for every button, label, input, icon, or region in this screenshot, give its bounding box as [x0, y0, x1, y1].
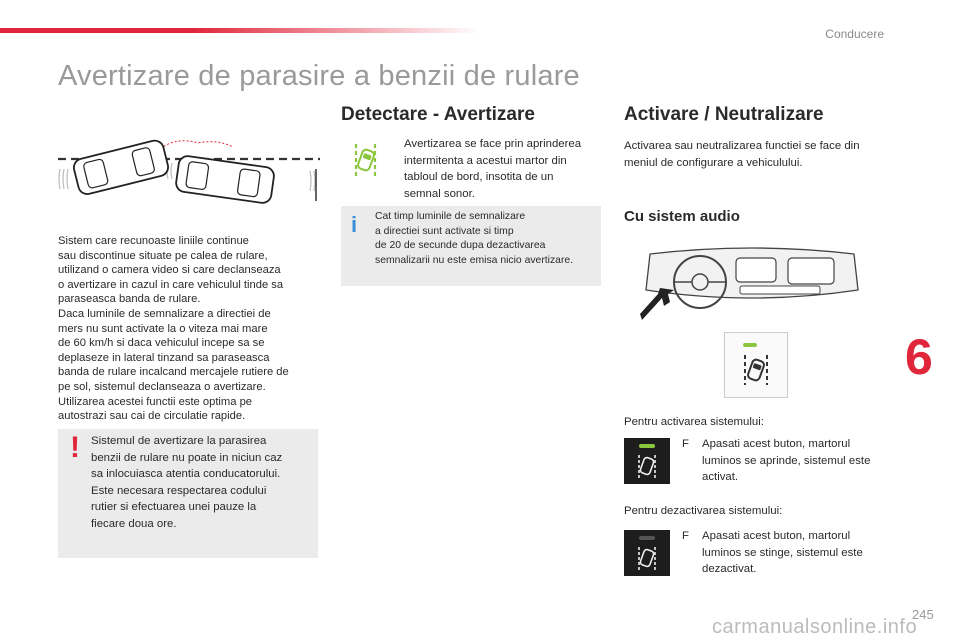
deactivate-bullet: F	[682, 530, 689, 542]
description-line: o avertizare in cazul in care vehiculul tinde sa	[58, 278, 284, 291]
section-title: Conducere	[825, 27, 884, 41]
info-box	[341, 206, 601, 286]
activation-intro	[624, 138, 904, 171]
info-line: semnalizarii nu este emisa nicio avertizare.	[375, 254, 574, 266]
lane-assist-off-icon	[624, 530, 670, 576]
warning-line: sa inlocuiasca atentia conducatorului.	[91, 468, 281, 481]
audio-subheading: Cu sistem audio	[624, 208, 740, 225]
activate-label: Pentru activarea sistemului:	[624, 416, 764, 428]
info-line: Cat timp luminile de semnalizare	[375, 211, 526, 222]
lane-assist-on-icon	[624, 438, 670, 484]
deactivate-button-image	[624, 530, 670, 576]
info-icon: i	[351, 212, 358, 237]
warning-line: Este necesara respectarea codului	[91, 484, 267, 497]
header-accent-bar	[0, 28, 480, 33]
warning-text	[91, 433, 311, 533]
info-line: a directiei sunt activate si timp	[375, 225, 514, 237]
description-line: sau discontinue situate pe calea de rulare,	[58, 249, 268, 262]
activate-bullet: F	[682, 438, 689, 450]
dashboard-illustration	[640, 246, 864, 322]
warning-line: benzii de rulare nu poate in niciun caz	[91, 451, 283, 464]
deactivate-line: dezactivat.	[702, 563, 757, 576]
activate-text	[702, 436, 902, 486]
system-description	[58, 234, 322, 424]
description-line: de 60 km/h si daca vehiculul incepe sa se	[58, 337, 265, 350]
detection-line: intermitenta a acestui martor din	[404, 154, 567, 167]
detection-text	[404, 136, 604, 202]
info-text	[375, 210, 601, 268]
detection-line: Avertizarea se face prin aprinderea	[404, 138, 582, 150]
description-line: Daca luminile de semnalizare a directiei de	[58, 307, 271, 320]
watermark: carmanualsonline.info	[712, 616, 918, 638]
warning-icon: !	[70, 431, 80, 464]
lane-departure-illustration	[58, 135, 320, 205]
chapter-number: 6	[905, 329, 933, 385]
activate-line: luminos se aprinde, sistemul este	[702, 454, 871, 467]
description-line: paraseasca banda de rulare.	[58, 293, 201, 306]
description-line: deplaseze in lateral tinzand sa paraseasca	[58, 351, 270, 364]
activate-line: activat.	[702, 471, 739, 484]
button-closeup	[724, 332, 788, 398]
detection-line: semnal sonor.	[404, 187, 475, 200]
detection-heading: Detectare - Avertizare	[341, 104, 535, 125]
description-line: mers nu sunt activate la o viteza mai mare	[58, 322, 268, 335]
intro-line: meniul de configurare a vehiculului.	[624, 156, 803, 169]
lane-assist-button-icon	[725, 333, 787, 397]
warning-line: rutier si efectuarea unei pauze la	[91, 501, 257, 514]
description-line: pe sol, sistemul declanseaza o avertizare.	[58, 380, 266, 393]
deactivate-label: Pentru dezactivarea sistemului:	[624, 505, 783, 517]
description-line: Utilizarea acestei functii este optima pe	[58, 395, 253, 408]
page-title: Avertizare de parasire a benzii de rulare	[58, 60, 580, 92]
detection-line: tabloul de bord, insotita de un	[404, 171, 554, 184]
intro-line: Activarea sau neutralizarea functiei se face din	[624, 140, 860, 152]
activation-heading: Activare / Neutralizare	[624, 104, 824, 125]
activate-button-image	[624, 438, 670, 484]
description-line: banda de rulare incalcand mercajele rutiere de	[58, 366, 289, 379]
description-line: Sistem care recunoaste liniile continue	[58, 235, 249, 247]
description-line: autostrazi sau cai de circulatie rapide.	[58, 410, 246, 423]
deactivate-line: luminos se stinge, sistemul este	[702, 546, 863, 559]
warning-line: Sistemul de avertizare la parasirea	[91, 435, 267, 447]
warning-box	[58, 429, 318, 558]
page-number: 245	[912, 607, 934, 622]
deactivate-line: Apasati acest buton, martorul	[702, 530, 851, 542]
lane-warning-lamp-icon	[352, 140, 378, 180]
info-line: de 20 de secunde dupa dezactivarea	[375, 240, 546, 251]
description-line: utilizand o camera video si care declanseaza	[58, 264, 281, 277]
activate-line: Apasati acest buton, martorul	[702, 438, 851, 450]
warning-line: fiecare doua ore.	[91, 517, 177, 530]
deactivate-text	[702, 528, 902, 578]
